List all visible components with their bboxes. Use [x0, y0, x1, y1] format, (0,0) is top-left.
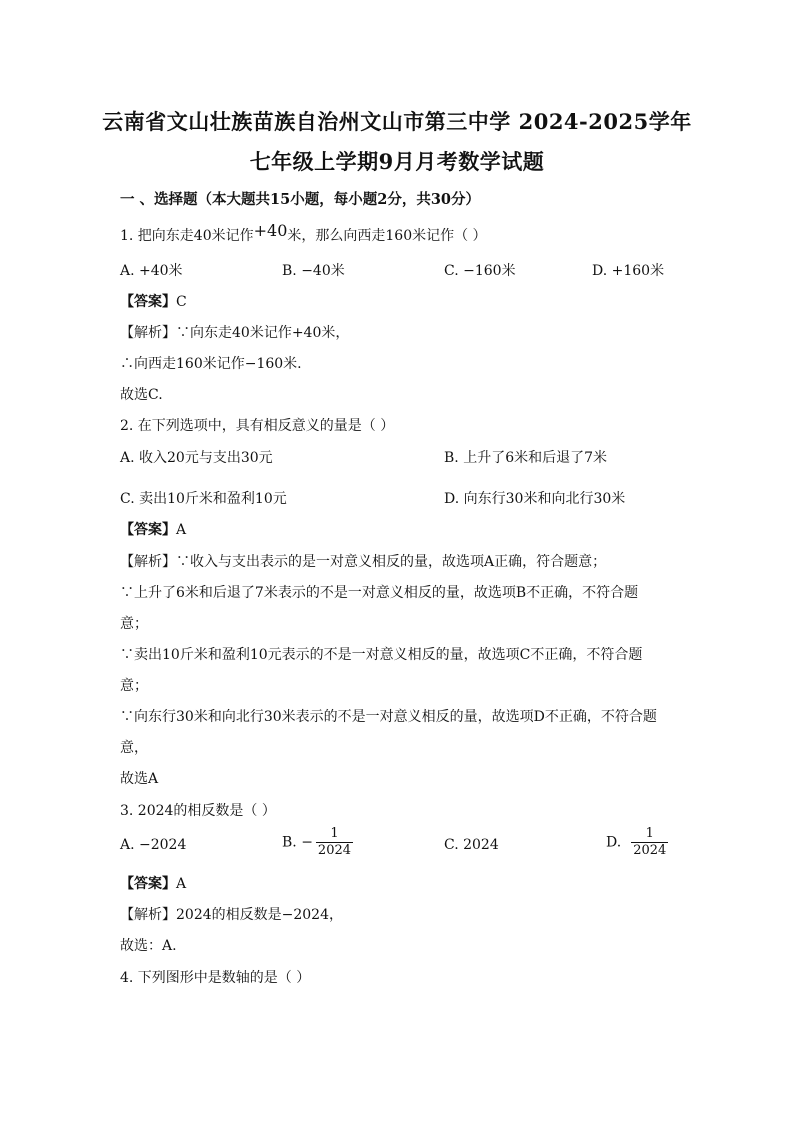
q1-answer [120, 291, 187, 311]
answer-tag: 【答案】 [120, 522, 176, 538]
q1-stem-b: +40 [253, 221, 288, 240]
q1-option-d: D. +160米 [592, 263, 665, 279]
q2-answer-value: A [176, 522, 187, 538]
q2-analysis-line: 故选A [120, 771, 159, 787]
q1-option-c: C. −160米 [444, 263, 516, 279]
q2-stem: 2. 在下列选项中，具有相反意义的量是（ ） [120, 418, 395, 434]
q3-option-a: A. −2024 [120, 837, 187, 853]
q2-option-a: A. 收入20元与支出30元 [120, 450, 273, 466]
q2-analysis-line: ∵卖出10斤米和盈利10元表示的不是一对意义相反的量，故选项C不正确，不符合题 [120, 647, 643, 663]
fraction-denominator: 2024 [633, 843, 667, 858]
q3-option-c: C. 2024 [444, 837, 499, 853]
q1-answer-value: C [176, 294, 187, 310]
q1-analysis-line: 【解析】∵向东走40米记作+40米， [120, 325, 350, 341]
q2-analysis-line: 意， [120, 740, 148, 756]
q2-answer [120, 519, 186, 539]
q1-stem [120, 221, 487, 245]
q3-option-d [606, 826, 668, 859]
answer-tag: 【答案】 [120, 294, 176, 310]
answer-tag: 【答案】 [120, 876, 176, 892]
q3-option-d-label: D. [606, 834, 622, 851]
q3-stem: 3. 2024的相反数是（ ） [120, 803, 276, 819]
q4-stem: 4. 下列图形中是数轴的是（ ） [120, 970, 311, 986]
section-heading: 一 、选择题（本大题共15小题，每小题2分，共30分） [120, 191, 480, 208]
q2-analysis-line: 意； [120, 678, 148, 694]
q3-option-b-label: B. − [282, 834, 313, 851]
q3-analysis-line: 【解析】2024的相反数是−2024， [120, 907, 343, 923]
fraction-numerator: 1 [645, 826, 654, 841]
fraction [316, 826, 353, 859]
q1-option-b: B. −40米 [282, 263, 345, 279]
title-line-2: 七年级上学期9月月考数学试题 [249, 149, 545, 174]
q1-analysis-line: 故选C. [120, 387, 163, 403]
q2-option-b: B. 上升了6米和后退了7米 [444, 450, 608, 466]
q3-option-b [282, 826, 353, 859]
q2-analysis-line: ∵向东行30米和向北行30米表示的不是一对意义相反的量，故选项D不正确，不符合题 [120, 709, 657, 725]
q3-answer [120, 873, 186, 893]
q2-option-c: C. 卖出10斤米和盈利10元 [120, 491, 287, 507]
fraction-denominator: 2024 [317, 843, 352, 858]
q1-stem-a: 1. 把向东走40米记作 [120, 228, 254, 244]
q3-analysis-line: 故选：A. [120, 938, 177, 954]
fraction-numerator: 1 [330, 826, 339, 841]
q1-stem-c: 米，那么向西走160米记作（ ） [287, 228, 487, 244]
q2-analysis-line: 【解析】∵收入与支出表示的是一对意义相反的量，故选项A正确，符合题意； [120, 554, 607, 570]
q1-option-a: A. +40米 [120, 263, 183, 279]
q2-analysis-line: ∵上升了6米和后退了7米表示的不是一对意义相反的量，故选项B不正确，不符合题 [120, 585, 639, 601]
q2-option-d: D. 向东行30米和向北行30米 [444, 491, 626, 507]
fraction [631, 826, 668, 859]
q1-analysis-line: ∴向西走160米记作−160米. [120, 356, 302, 372]
q3-answer-value: A [176, 876, 187, 892]
q2-analysis-line: 意； [120, 616, 148, 632]
title-line-1: 云南省文山壮族苗族自治州文山市第三中学 2024-2025学年 [102, 109, 692, 134]
